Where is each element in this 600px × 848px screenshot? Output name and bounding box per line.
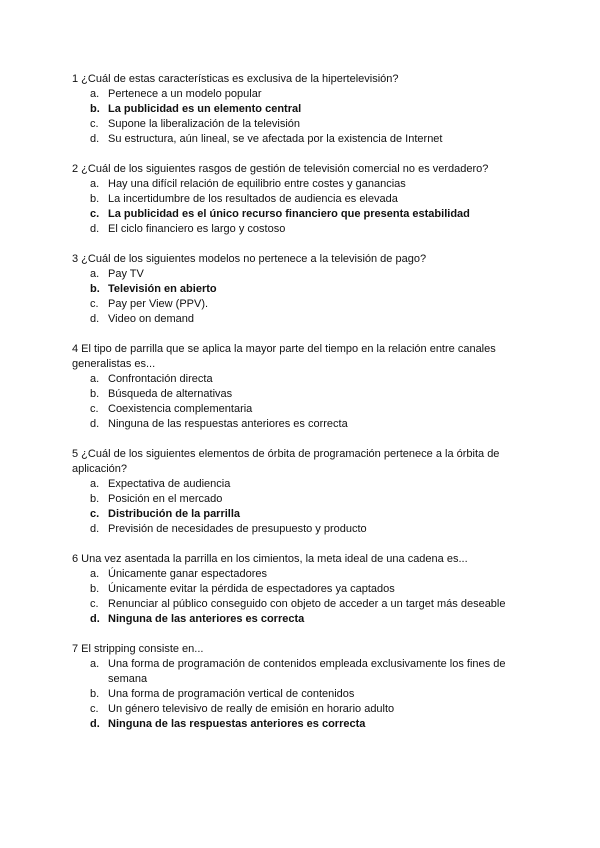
option-text: Renunciar al público conseguido con objeto de acceder a un target más deseable	[108, 598, 506, 610]
option-letter: a.	[90, 373, 100, 385]
option-text: Únicamente evitar la pérdida de espectadores ya captados	[108, 583, 395, 595]
answer-options	[72, 87, 512, 147]
option-text: Coexistencia complementaria	[108, 403, 253, 415]
question-5	[72, 447, 512, 537]
option-text: Pay per View (PPV).	[108, 298, 209, 310]
answer-option	[72, 387, 512, 402]
answer-options	[72, 567, 512, 627]
answer-option	[72, 192, 512, 207]
answer-option	[72, 222, 512, 237]
answer-option-correct	[72, 507, 512, 522]
answer-option-correct	[72, 717, 512, 732]
option-text: Televisión en abierto	[108, 283, 217, 295]
answer-option	[72, 372, 512, 387]
option-letter: b.	[90, 688, 100, 700]
option-text: Supone la liberalización de la televisión	[108, 118, 301, 130]
option-letter: a.	[90, 88, 100, 100]
answer-option-correct	[72, 207, 512, 222]
answer-option	[72, 687, 512, 702]
option-text: Video on demand	[108, 313, 195, 325]
option-text: Pertenece a un modelo popular	[108, 88, 262, 100]
answer-options	[72, 657, 512, 732]
option-text: Una forma de programación de contenidos empleada exclusivamente los fines de semana	[108, 658, 506, 685]
answer-option	[72, 132, 512, 147]
question-4	[72, 342, 512, 432]
answer-option	[72, 582, 512, 597]
option-text: Su estructura, aún lineal, se ve afectada por la existencia de Internet	[108, 133, 443, 145]
question-text: 7 El stripping consiste en...	[72, 643, 204, 655]
question-list	[72, 72, 512, 747]
option-letter: b.	[90, 103, 100, 115]
question-7	[72, 642, 512, 732]
option-letter: a.	[90, 268, 100, 280]
option-text: Búsqueda de alternativas	[108, 388, 233, 400]
option-letter: d.	[90, 418, 100, 430]
option-letter: d.	[90, 223, 100, 235]
question-3	[72, 252, 512, 327]
option-letter: b.	[90, 283, 100, 295]
answer-options	[72, 477, 512, 537]
option-letter: c.	[90, 598, 99, 610]
question-text: 5 ¿Cuál de los siguientes elementos de órbita de programación pertenece a la órbita de aplicación?	[72, 448, 500, 475]
answer-option-correct	[72, 102, 512, 117]
option-text: Hay una difícil relación de equilibrio entre costes y ganancias	[108, 178, 406, 190]
option-letter: c.	[90, 118, 99, 130]
answer-option	[72, 87, 512, 102]
option-text: La publicidad es el único recurso financiero que presenta estabilidad	[108, 208, 470, 220]
option-text: Pay TV	[108, 268, 144, 280]
option-text: Una forma de programación vertical de contenidos	[108, 688, 355, 700]
answer-options	[72, 177, 512, 237]
option-letter: b.	[90, 388, 100, 400]
question-text: 3 ¿Cuál de los siguientes modelos no pertenece a la televisión de pago?	[72, 253, 427, 265]
answer-option	[72, 567, 512, 582]
option-text: Ninguna de las respuestas anteriores es correcta	[108, 718, 366, 730]
answer-option	[72, 402, 512, 417]
option-text: Previsión de necesidades de presupuesto y producto	[108, 523, 367, 535]
answer-option	[72, 702, 512, 717]
option-letter: b.	[90, 583, 100, 595]
answer-option-correct	[72, 612, 512, 627]
option-text: La publicidad es un elemento central	[108, 103, 302, 115]
option-text: Confrontación directa	[108, 373, 213, 385]
answer-option	[72, 417, 512, 432]
option-text: Expectativa de audiencia	[108, 478, 231, 490]
question-text: 1 ¿Cuál de estas características es exclusiva de la hipertelevisión?	[72, 73, 399, 85]
option-letter: a.	[90, 658, 100, 670]
option-letter: d.	[90, 613, 100, 625]
answer-options	[72, 372, 512, 432]
answer-option	[72, 117, 512, 132]
answer-option	[72, 522, 512, 537]
answer-option	[72, 477, 512, 492]
answer-option	[72, 177, 512, 192]
answer-option	[72, 267, 512, 282]
answer-option	[72, 312, 512, 327]
answer-option	[72, 597, 512, 612]
option-text: Ninguna de las anteriores es correcta	[108, 613, 305, 625]
option-text: Distribución de la parrilla	[108, 508, 241, 520]
option-text: La incertidumbre de los resultados de audiencia es elevada	[108, 193, 398, 205]
option-text: Ninguna de las respuestas anteriores es correcta	[108, 418, 348, 430]
answer-option	[72, 297, 512, 312]
option-letter: b.	[90, 493, 100, 505]
option-letter: c.	[90, 508, 100, 520]
answer-option-correct	[72, 282, 512, 297]
question-text: 2 ¿Cuál de los siguientes rasgos de gestión de televisión comercial no es verdadero?	[72, 163, 489, 175]
option-letter: c.	[90, 703, 99, 715]
option-text: Un género televisivo de really de emisión en horario adulto	[108, 703, 395, 715]
question-1	[72, 72, 512, 147]
option-letter: d.	[90, 133, 100, 145]
answer-options	[72, 267, 512, 327]
option-letter: a.	[90, 568, 100, 580]
question-2	[72, 162, 512, 237]
option-letter: b.	[90, 193, 100, 205]
answer-option	[72, 492, 512, 507]
option-letter: c.	[90, 298, 99, 310]
option-letter: d.	[90, 718, 100, 730]
option-letter: a.	[90, 478, 100, 490]
option-text: Únicamente ganar espectadores	[108, 568, 267, 580]
option-text: Posición en el mercado	[108, 493, 223, 505]
option-letter: d.	[90, 523, 100, 535]
option-text: El ciclo financiero es largo y costoso	[108, 223, 286, 235]
answer-option	[72, 657, 512, 687]
option-letter: d.	[90, 313, 100, 325]
question-text: 6 Una vez asentada la parrilla en los cimientos, la meta ideal de una cadena es...	[72, 553, 468, 565]
option-letter: c.	[90, 403, 99, 415]
option-letter: a.	[90, 178, 100, 190]
option-letter: c.	[90, 208, 100, 220]
question-6	[72, 552, 512, 627]
question-text: 4 El tipo de parrilla que se aplica la mayor parte del tiempo en la relación entre canales generalistas es...	[72, 343, 496, 370]
